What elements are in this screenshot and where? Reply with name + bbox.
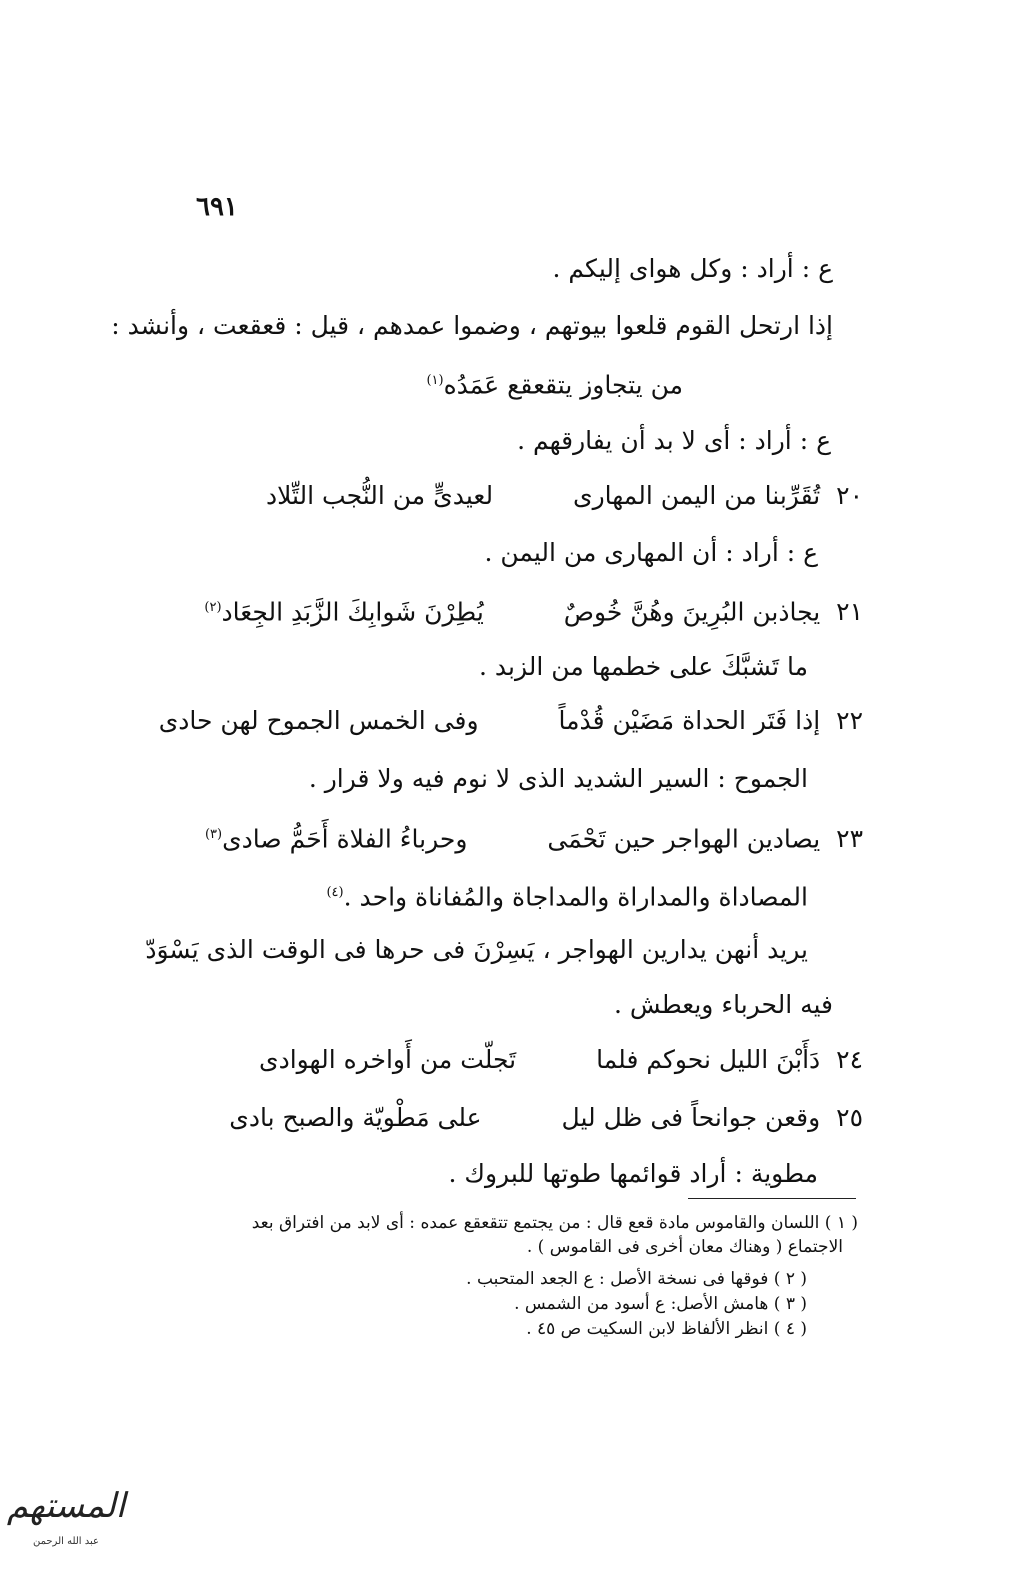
footnote-separator (688, 1198, 856, 1199)
verse-line (205, 818, 863, 856)
verse-hemistich-second: على مَطْويّة والصبح بادى (229, 1103, 482, 1132)
commentary-line: الجموح : السير الشديد الذى لا نوم فيه ولا قرار . (308, 764, 808, 793)
verse-hemistich-first: دَأَبْنَ الليل نحوكم فلما (596, 1045, 821, 1074)
verse-hemistich-first: تُقَرِّبنا من اليمن المهارى (573, 481, 821, 510)
commentary-line: يريد أنهن يدارين الهواجر ، يَسِرْنَ فى حرها فى الوقت الذى يَسْوَدّ (145, 935, 808, 964)
verse-hemistich-second: يُطِرْنَ شَوابِكَ الزَّبَدِ الجِعَاد (221, 597, 484, 627)
footnote: ( ٢ ) فوقها فى نسخة الأصل : ع الجعد المتحبب . (466, 1269, 807, 1289)
commentary-line: ع : أراد : أن المهارى من اليمن . (484, 538, 818, 567)
commentary-line: فيه الحرباء ويعطش . (614, 990, 833, 1019)
footnote-marker: (٣) (204, 827, 223, 842)
verse-hemistich-second: لعيدىٍّ من النُّجب التِّلاد (265, 481, 494, 510)
footnote-marker: (٢) (204, 600, 222, 615)
commentary-line: المصاداة والمداراة والمداجاة والمُفاناة واحد .$^{(٤)}$ (326, 882, 808, 912)
verse-hemistich-first: وقعن جوانحاً فى ظل ليل (561, 1103, 821, 1132)
footnote: ( ٣ ) هامش الأصل: ع أسود من الشمس . (514, 1294, 807, 1314)
page-number: ٦٩١ (196, 192, 238, 222)
commentary-line: ع : أراد : أى لا بد أن يفارقهم . (517, 426, 831, 455)
footnote: ( ١ ) اللسان والقاموس مادة قعع قال : من يجتمع تتقعقع عمده : أى لابد من افتراق بعد (251, 1213, 858, 1233)
footnote-marker: (٤) (326, 885, 344, 900)
verse-number: ٢٤ (836, 1045, 863, 1074)
library-seal (6, 1474, 126, 1572)
verse-number: ٢٥ (836, 1103, 863, 1132)
verse-hemistich-second: وفى الخمس الجموح لهن حادى (158, 706, 479, 735)
footnote-continuation: الاجتماع ( وهناك معان أخرى فى القاموس ) . (526, 1237, 843, 1257)
prose-line: إذا ارتحل القوم قلعوا بيوتهم ، وضموا عمدهم ، قيل : قعقعت ، وأنشد : (111, 311, 833, 340)
verse-fragment: من يتجاوز يتقعقع عَمَدُه$^{(١)}$ (426, 370, 683, 400)
verse-number: ٢٣ (836, 824, 863, 854)
verse-line (159, 704, 863, 738)
footnote: ( ٤ ) انظر الألفاظ لابن السكيت ص ٤٥ . (526, 1319, 807, 1339)
seal-text: المستهم (6, 1486, 126, 1526)
verse-hemistich-second: وحرباءُ الفلاة أَحَمُّ صادى (222, 824, 468, 854)
verse-hemistich-first: يصادين الهواجر حين تَحْمَى (547, 824, 821, 854)
commentary-line: ع : أراد : وكل هواى إليكم . (552, 254, 833, 283)
verse-number: ٢٠ (836, 481, 863, 510)
verse-line (259, 1043, 863, 1077)
verse-line (229, 1101, 863, 1135)
verse-hemistich-second: تَجلّت من أَواخره الهوادى (259, 1045, 517, 1074)
verse-line (266, 479, 863, 513)
commentary-line: ما تَشبَّكَ على خطمها من الزبد . (479, 652, 808, 681)
verse-number: ٢١ (836, 597, 863, 627)
seal-subtext: عبد الله الرحمن (32, 1536, 99, 1547)
verse-hemistich-first: يجاذبن البُرِينَ وهُنَّ خُوصٌ (563, 597, 821, 627)
commentary-line: مطوية : أراد قوائمها طوتها للبروك . (448, 1159, 818, 1188)
verse-line (204, 591, 863, 629)
verse-hemistich-first: إذا فَتَر الحداة مَضَيْن قُدْماً (558, 706, 821, 735)
verse-number: ٢٢ (836, 706, 863, 735)
footnote-marker: (١) (426, 373, 444, 388)
